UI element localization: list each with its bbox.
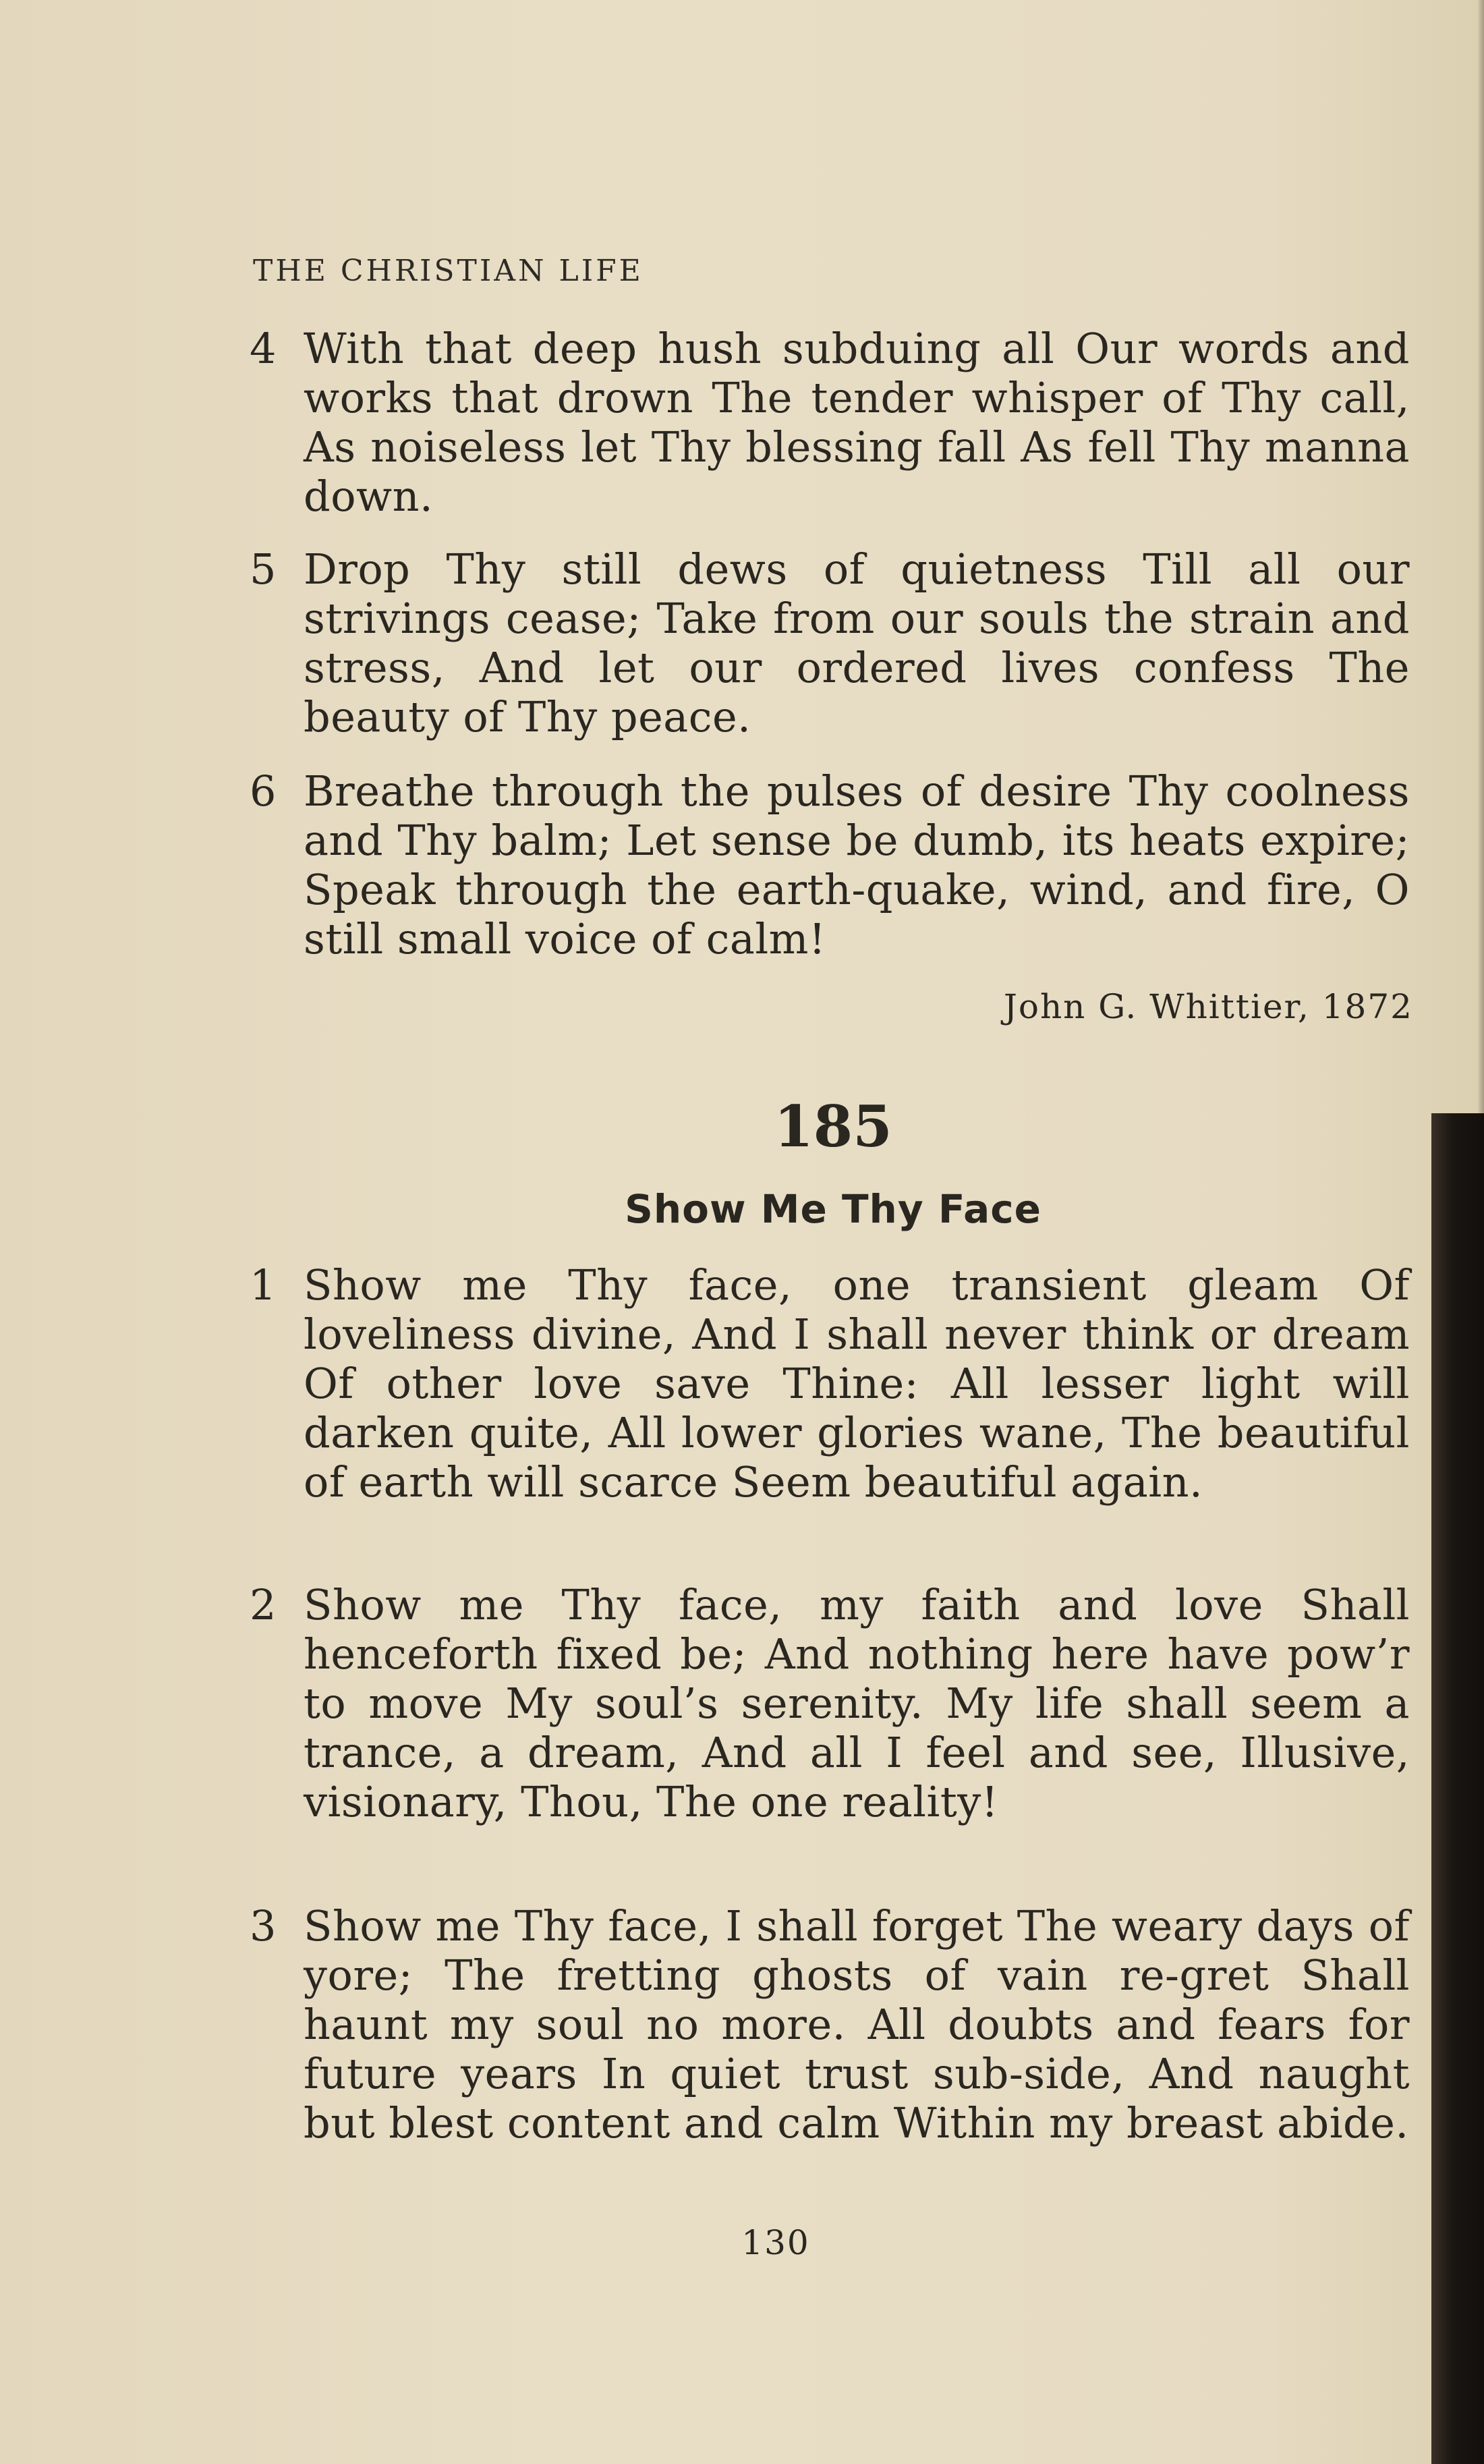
stanza-number: 1 [250, 1260, 277, 1310]
stanza-6 [250, 766, 1410, 963]
stanza-number: 6 [250, 766, 277, 816]
stanza-5 [250, 544, 1410, 741]
stanza-text: With that deep hush subduing all Our words and works that drown The tender whisper of Thy call, As noiseless let Thy blessing fall As fell Thy manna down. [304, 324, 1410, 521]
running-head: THE CHRISTIAN LIFE [253, 254, 644, 288]
hymn-title: Show Me Thy Face [625, 1186, 1041, 1232]
stanza-text: Show me Thy face, one transient gleam Of loveliness divine, And I shall never think or dream Of other love save Thine: All lesser light will darken quite, All lower glories wane, The beautiful of earth will scarce Seem beautiful again. [304, 1260, 1410, 1507]
stanza-number: 5 [250, 544, 277, 594]
stanza-number: 2 [250, 1580, 277, 1629]
stanza-text: Breathe through the pulses of desire Thy coolness and Thy balm; Let sense be dumb, its heats expire; Speak through the earth-quake, wind, and fire, O still small voice of calm! [304, 766, 1410, 963]
stanza-1 [250, 1260, 1410, 1507]
stanza-text: Drop Thy still dews of quietness Till all our strivings cease; Take from our souls the strain and stress, And let our ordered lives confess The beauty of Thy peace. [304, 544, 1410, 741]
stanza-4 [250, 324, 1410, 521]
stanza-3 [250, 1901, 1410, 2148]
stanza-number: 3 [250, 1901, 277, 1951]
stanza-2 [250, 1580, 1410, 1826]
page-edge-shadow [1477, 0, 1484, 1113]
page-number: 130 [741, 2223, 810, 2262]
stanza-text: Show me Thy face, I shall forget The weary days of yore; The fretting ghosts of vain re-gret Shall haunt my soul no more. All doubts and fears for future years In quiet trust sub-side, And naught but blest content and calm Within my breast abide. [304, 1901, 1410, 2148]
hymn-number: 185 [774, 1093, 892, 1160]
author-attribution: John G. Whittier, 1872 [1003, 987, 1413, 1026]
stanza-number: 4 [250, 324, 277, 373]
stanza-text: Show me Thy face, my faith and love Shall henceforth fixed be; And nothing here have pow’r to move My soul’s serenity. My life shall seem a trance, a dream, And all I feel and see, Illusive, visionary, Thou, The one reality! [304, 1580, 1410, 1826]
